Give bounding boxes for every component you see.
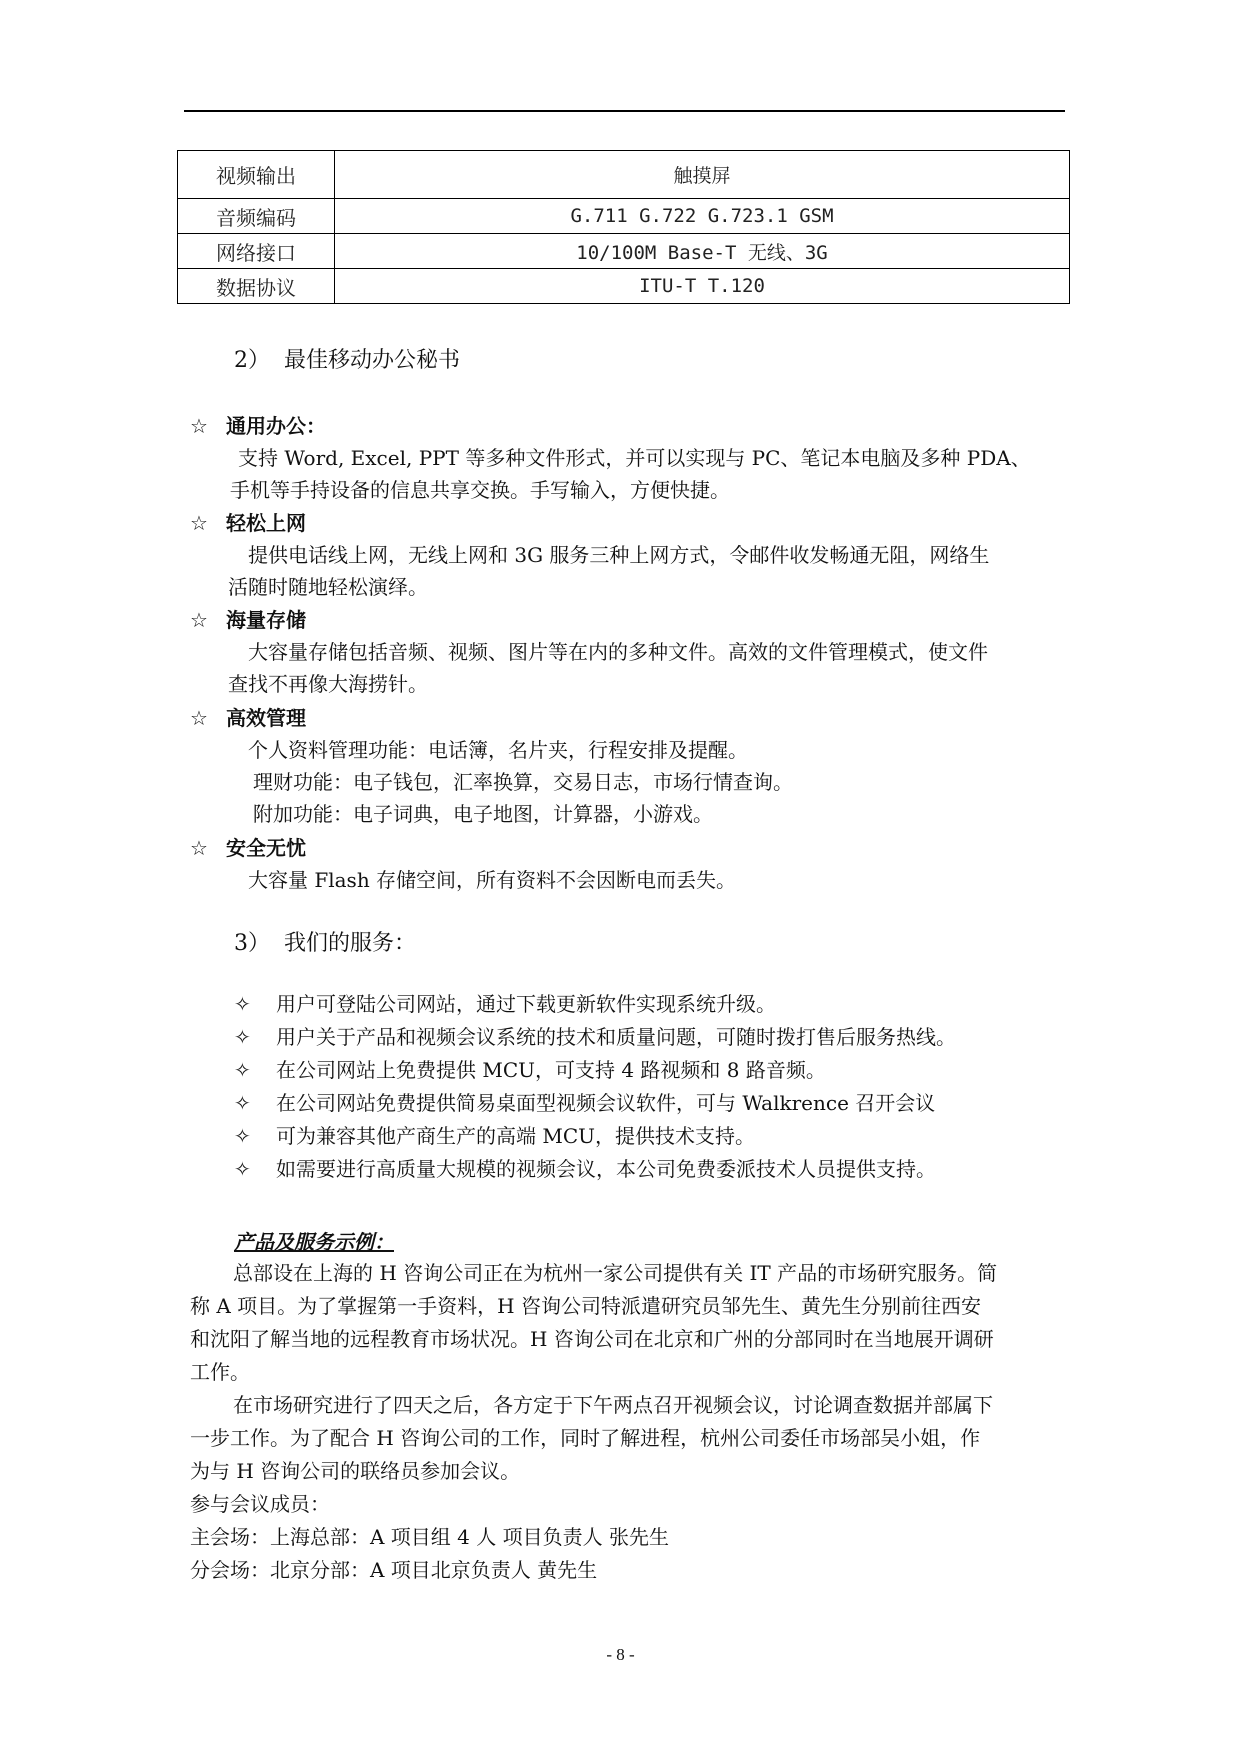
- spec-key: 网络接口: [178, 234, 335, 269]
- table-row: [178, 269, 1070, 304]
- star-icon: ☆: [190, 706, 208, 730]
- service-text: 可为兼容其他产商生产的高端 MCU，提供技术支持。: [276, 1124, 755, 1148]
- feature-text: 大容量存储包括音频、视频、图片等在内的多种文件。高效的文件管理模式，使文件: [248, 640, 988, 664]
- diamond-bullet-icon: ✧: [234, 992, 251, 1016]
- feature-text: 手机等手持设备的信息共享交换。手写输入，方便快捷。: [230, 478, 730, 502]
- feature-text: 大容量 Flash 存储空间，所有资料不会因断电而丢失。: [248, 868, 737, 892]
- paragraph-line: 为与 H 咨询公司的联络员参加会议。: [190, 1459, 521, 1483]
- feature-title-text: 海量存储: [226, 608, 306, 632]
- section-3-heading: [234, 926, 416, 957]
- section-title: 我们的服务：: [284, 931, 417, 956]
- feature-title-text: 轻松上网: [226, 511, 306, 535]
- example-title: 产品及服务示例：: [234, 1230, 394, 1254]
- feature-text: 理财功能：电子钱包，汇率换算，交易日志，市场行情查询。: [253, 770, 793, 794]
- feature-text: 活随时随地轻松演绎。: [228, 575, 428, 599]
- feature-text: 支持 Word, Excel, PPT 等多种文件形式，并可以实现与 PC、笔记本电脑及多种 PDA、: [238, 446, 1031, 470]
- service-text: 在公司网站上免费提供 MCU，可支持 4 路视频和 8 路音频。: [276, 1058, 826, 1082]
- diamond-bullet-icon: ✧: [234, 1157, 251, 1181]
- spec-value: 10/100M Base-T 无线、3G: [335, 234, 1070, 269]
- diamond-bullet-icon: ✧: [234, 1058, 251, 1082]
- table-row: [178, 234, 1070, 269]
- star-icon: ☆: [190, 836, 208, 860]
- spec-key: 数据协议: [178, 269, 335, 304]
- list-item: [234, 988, 776, 1017]
- star-icon: ☆: [190, 608, 208, 632]
- spec-key: 音频编码: [178, 199, 335, 234]
- paragraph-line: 一步工作。为了配合 H 咨询公司的工作，同时了解进程，杭州公司委任市场部吴小姐，作: [190, 1426, 981, 1450]
- header-rule: [184, 110, 1065, 112]
- section-title: 最佳移动办公秘书: [284, 348, 461, 373]
- feature-title: [190, 702, 306, 731]
- section-number: 3）: [234, 931, 270, 956]
- section-2-heading: [234, 343, 460, 374]
- service-text: 在公司网站免费提供简易桌面型视频会议软件，可与 Walkrence 召开会议: [276, 1091, 936, 1115]
- feature-title: [190, 832, 306, 861]
- list-item: [234, 1087, 935, 1116]
- diamond-bullet-icon: ✧: [234, 1124, 251, 1148]
- feature-text: 查找不再像大海捞针。: [228, 672, 428, 696]
- sub-venue: 分会场：北京分部：A 项目北京负责人 黄先生: [190, 1558, 598, 1582]
- paragraph-line: 称 A 项目。为了掌握第一手资料，H 咨询公司特派遣研究员邹先生、黄先生分别前往西安: [190, 1294, 981, 1318]
- feature-text: 个人资料管理功能：电话簿，名片夹，行程安排及提醒。: [248, 738, 748, 762]
- main-venue: 主会场：上海总部：A 项目组 4 人 项目负责人 张先生: [190, 1525, 669, 1549]
- feature-title: [190, 604, 306, 633]
- star-icon: ☆: [190, 511, 208, 535]
- paragraph-line: 工作。: [190, 1360, 250, 1384]
- diamond-bullet-icon: ✧: [234, 1025, 251, 1049]
- feature-title: [190, 410, 326, 439]
- paragraph-line: 在市场研究进行了四天之后，各方定于下午两点召开视频会议，讨论调查数据并部属下: [233, 1393, 993, 1417]
- star-icon: ☆: [190, 414, 208, 438]
- feature-title-text: 通用办公：: [226, 414, 326, 438]
- paragraph-line: 总部设在上海的 H 咨询公司正在为杭州一家公司提供有关 IT 产品的市场研究服务。简: [233, 1261, 998, 1285]
- list-item: [234, 1021, 956, 1050]
- paragraph-line: 和沈阳了解当地的远程教育市场状况。H 咨询公司在北京和广州的分部同时在当地展开调研: [190, 1327, 994, 1351]
- spec-key: 视频输出: [178, 151, 335, 199]
- spec-table: [177, 150, 1070, 304]
- list-item: [234, 1054, 826, 1083]
- diamond-bullet-icon: ✧: [234, 1091, 251, 1115]
- feature-title-text: 安全无忧: [226, 836, 306, 860]
- page-number: - 8 -: [606, 1645, 635, 1664]
- section-number: 2）: [234, 348, 270, 373]
- members-label: 参与会议成员：: [190, 1492, 330, 1516]
- service-text: 用户可登陆公司网站，通过下载更新软件实现系统升级。: [276, 992, 776, 1016]
- spec-value: ITU-T T.120: [335, 269, 1070, 304]
- table-row: [178, 151, 1070, 199]
- table-row: [178, 199, 1070, 234]
- spec-value: 触摸屏: [335, 151, 1070, 199]
- feature-title-text: 高效管理: [226, 706, 306, 730]
- list-item: [234, 1120, 755, 1149]
- feature-title: [190, 507, 306, 536]
- service-text: 如需要进行高质量大规模的视频会议，本公司免费委派技术人员提供支持。: [276, 1157, 936, 1181]
- spec-value: G.711 G.722 G.723.1 GSM: [335, 199, 1070, 234]
- list-item: [234, 1153, 936, 1182]
- feature-text: 附加功能：电子词典，电子地图，计算器，小游戏。: [253, 802, 713, 826]
- feature-text: 提供电话线上网，无线上网和 3G 服务三种上网方式，令邮件收发畅通无阻，网络生: [248, 543, 990, 567]
- service-text: 用户关于产品和视频会议系统的技术和质量问题，可随时拨打售后服务热线。: [276, 1025, 956, 1049]
